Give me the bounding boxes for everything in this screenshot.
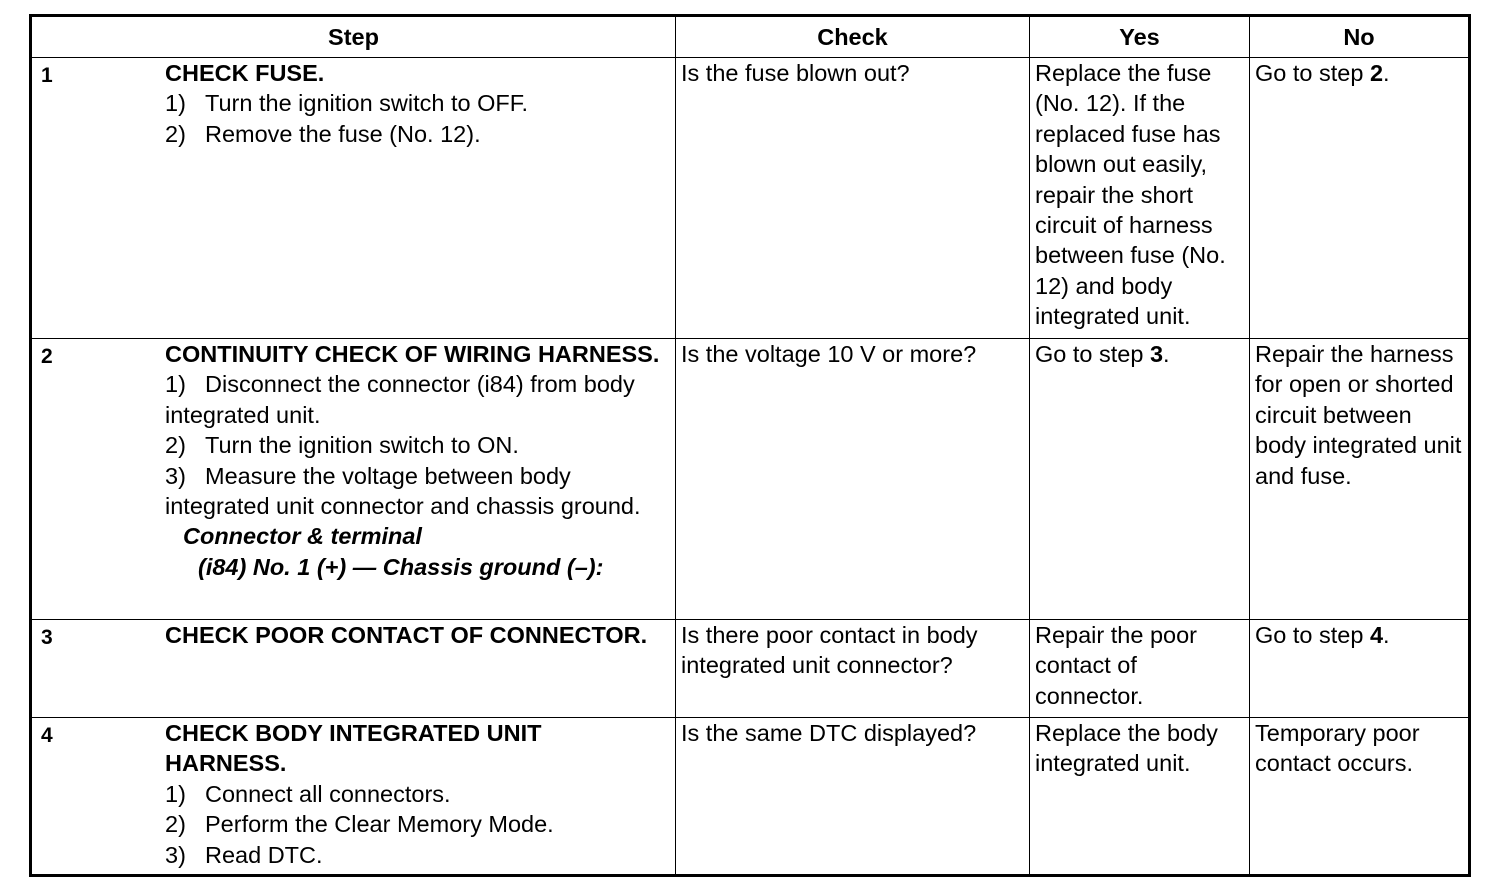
header-yes: Yes bbox=[1030, 16, 1250, 58]
table-row bbox=[31, 339, 1470, 620]
step-title: CHECK BODY INTEGRATED UNIT HARNESS. bbox=[165, 720, 542, 777]
no-cell: Go to step 4. bbox=[1250, 620, 1470, 718]
step-title: CONTINUITY CHECK OF WIRING HARNESS. bbox=[165, 341, 660, 367]
step-cell bbox=[31, 718, 676, 876]
step-instruction: 3) Measure the voltage between body integrated unit connector and chassis ground. bbox=[165, 462, 641, 520]
table-row bbox=[31, 718, 1470, 876]
yes-cell: Replace the body integrated unit. bbox=[1030, 718, 1250, 876]
step-number: 3 bbox=[41, 626, 53, 649]
yes-cell: Replace the fuse (No. 12). If the replaced fuse has blown out easily, repair the short circuit of harness between fuse (No. 12) and body integrated unit. bbox=[1030, 58, 1250, 339]
step-title: CHECK FUSE. bbox=[165, 60, 325, 86]
step-cell bbox=[31, 339, 676, 620]
step-reference: 4 bbox=[1369, 622, 1384, 648]
step-instruction: 2) Remove the fuse (No. 12). bbox=[165, 120, 481, 147]
step-title: CHECK POOR CONTACT OF CONNECTOR. bbox=[165, 622, 648, 648]
step-instruction: 1) Connect all connectors. bbox=[165, 780, 451, 807]
yes-cell: Repair the poor contact of connector. bbox=[1030, 620, 1250, 718]
step-instruction: 2) Turn the ignition switch to ON. bbox=[165, 432, 519, 459]
step-cell bbox=[31, 620, 676, 718]
table-header-row bbox=[31, 16, 1470, 58]
table-row bbox=[31, 620, 1470, 718]
step-cell bbox=[31, 58, 676, 339]
check-cell: Is the voltage 10 V or more? bbox=[676, 339, 1030, 620]
no-cell: Repair the harness for open or shorted circuit between body integrated unit and fuse. bbox=[1250, 339, 1470, 620]
no-cell: Go to step 2. bbox=[1250, 58, 1470, 339]
check-cell: Is the same DTC displayed? bbox=[676, 718, 1030, 876]
step-instruction: 2) Perform the Clear Memory Mode. bbox=[165, 811, 554, 838]
diagnostic-procedure-table bbox=[29, 14, 1471, 877]
step-number: 2 bbox=[41, 345, 53, 368]
yes-cell: Go to step 3. bbox=[1030, 339, 1250, 620]
header-check: Check bbox=[676, 16, 1030, 58]
spec-value: (i84) No. 1 (+) — Chassis ground (–): bbox=[198, 553, 604, 580]
step-number: 1 bbox=[41, 64, 53, 87]
check-cell: Is there poor contact in body integrated unit connector? bbox=[676, 620, 1030, 718]
header-no: No bbox=[1250, 16, 1470, 58]
check-cell: Is the fuse blown out? bbox=[676, 58, 1030, 339]
spec-label: Connector & terminal bbox=[183, 523, 422, 550]
step-reference: 2 bbox=[1369, 60, 1384, 86]
step-instruction: 3) Read DTC. bbox=[165, 841, 323, 868]
table-row bbox=[31, 58, 1470, 339]
step-reference: 3 bbox=[1149, 341, 1164, 367]
step-instruction: 1) Turn the ignition switch to OFF. bbox=[165, 90, 529, 117]
step-number: 4 bbox=[41, 724, 53, 747]
no-cell: Temporary poor contact occurs. bbox=[1250, 718, 1470, 876]
step-instruction: 1) Disconnect the connector (i84) from body integrated unit. bbox=[165, 371, 635, 428]
header-step: Step bbox=[31, 16, 676, 58]
